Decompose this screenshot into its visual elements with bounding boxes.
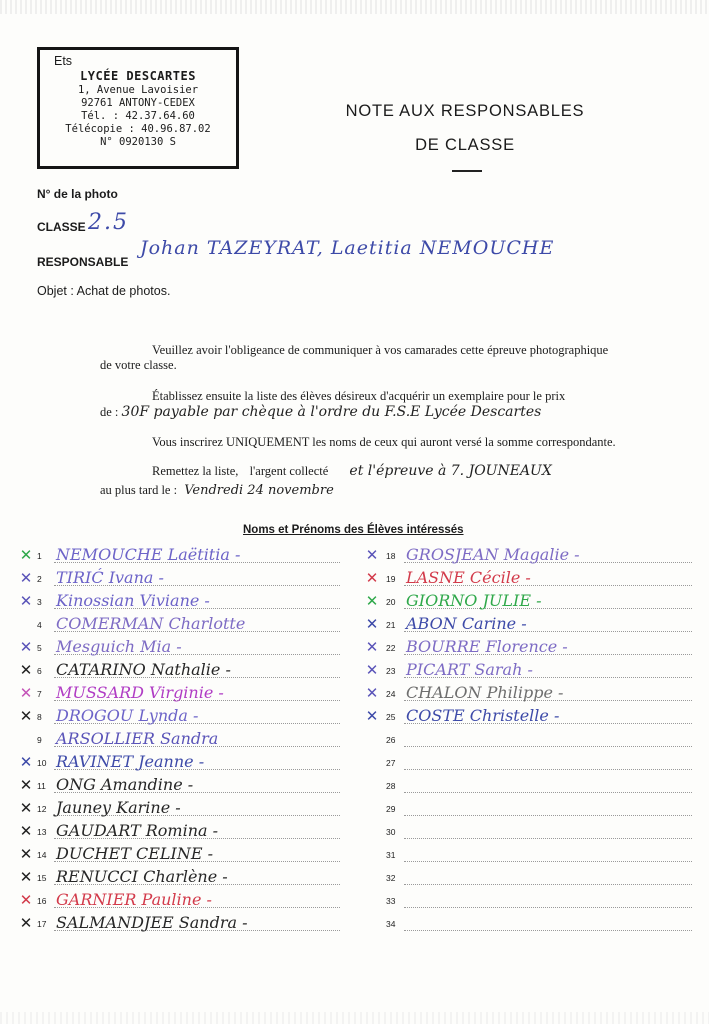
student-name: DUCHET CELINE -	[56, 844, 213, 863]
dotted-line	[404, 838, 692, 839]
list-item	[362, 774, 692, 797]
student-name: SALMANDJEE Sandra -	[56, 913, 248, 932]
student-name: GROSJEAN Magalie -	[406, 545, 580, 564]
list-item	[16, 889, 346, 912]
row-number: 30	[386, 827, 396, 837]
list-item	[16, 820, 346, 843]
check-mark-icon: ✕	[365, 662, 379, 679]
check-mark-icon: ✕	[19, 892, 33, 909]
row-number: 18	[386, 551, 396, 561]
student-list-left	[16, 544, 346, 935]
responsable-label: RESPONSABLE	[37, 255, 129, 269]
row-number: 11	[37, 781, 46, 791]
stamp-school-name: LYCÉE DESCARTES	[80, 69, 196, 83]
student-name: ABON Carine -	[406, 614, 527, 633]
price-label: de :	[100, 405, 119, 419]
paragraph-2b	[100, 404, 541, 421]
check-mark-icon: ✕	[19, 777, 33, 794]
list-item	[362, 820, 692, 843]
paragraph-1a: Veuillez avoir l'obligeance de communiquer à vos camarades cette épreuve photographique	[152, 343, 609, 357]
student-name: GIORNO JULIE -	[406, 591, 542, 610]
list-item	[362, 889, 692, 912]
row-number: 34	[386, 919, 396, 929]
check-mark-icon: ✕	[365, 708, 379, 725]
row-number: 24	[386, 689, 396, 699]
check-mark-icon: ✕	[19, 823, 33, 840]
paragraph-4a	[152, 463, 552, 480]
list-item	[362, 797, 692, 820]
dotted-line	[404, 769, 692, 770]
scan-edge-bottom	[0, 1012, 709, 1024]
page-title	[310, 94, 620, 162]
student-name: RAVINET Jeanne -	[56, 752, 205, 771]
row-number: 31	[386, 850, 396, 860]
row-number: 4	[37, 620, 42, 630]
row-number: 6	[37, 666, 42, 676]
check-mark-icon: ✕	[19, 915, 33, 932]
list-item	[16, 843, 346, 866]
student-name: ONG Amandine -	[56, 775, 194, 794]
list-item	[362, 567, 692, 590]
row-number: 27	[386, 758, 396, 768]
return-label: Remettez la liste,	[152, 464, 239, 478]
list-item	[16, 590, 346, 613]
row-number: 20	[386, 597, 396, 607]
student-name: BOURRE Florence -	[406, 637, 568, 656]
check-mark-icon: ✕	[365, 639, 379, 656]
row-number: 23	[386, 666, 396, 676]
deadline-handwritten: Vendredi 24 novembre	[184, 483, 334, 498]
check-mark-icon: ✕	[19, 754, 33, 771]
student-name: Kinossian Viviane -	[56, 591, 210, 610]
list-item	[362, 636, 692, 659]
list-item	[362, 912, 692, 935]
title-line-1: NOTE AUX RESPONSABLES	[345, 102, 585, 120]
stamp-phone: Tél. : 42.37.64.60	[81, 110, 195, 122]
list-item	[16, 751, 346, 774]
row-number: 8	[37, 712, 42, 722]
dotted-line	[404, 907, 692, 908]
price-handwritten: 30F payable par chèque à l'ordre du F.S.E Lycée Descartes	[121, 404, 542, 420]
stamp-code: N° 0920130 S	[100, 136, 176, 148]
paragraph-3: Vous inscrirez UNIQUEMENT les noms de ceux qui auront versé la somme correspondante.	[152, 435, 616, 449]
row-number: 26	[386, 735, 396, 745]
row-number: 29	[386, 804, 396, 814]
student-name: RENUCCI Charlène -	[56, 867, 228, 886]
list-item	[362, 751, 692, 774]
return-handwritten: et l'épreuve à 7. JOUNEAUX	[349, 463, 552, 479]
stamp-address: 1, Avenue Lavoisier	[77, 84, 199, 96]
row-number: 25	[386, 712, 396, 722]
row-number: 14	[37, 850, 47, 860]
row-number: 33	[386, 896, 396, 906]
row-number: 32	[386, 873, 396, 883]
student-name: GARNIER Pauline -	[56, 890, 212, 909]
check-mark-icon: ✕	[365, 547, 379, 564]
list-item	[16, 544, 346, 567]
list-item	[362, 866, 692, 889]
list-item	[16, 613, 346, 636]
row-number: 3	[37, 597, 42, 607]
student-list-right	[362, 544, 692, 935]
check-mark-icon: ✕	[19, 662, 33, 679]
school-stamp	[37, 47, 239, 169]
row-number: 7	[37, 689, 42, 699]
student-name: Mesguich Mia -	[56, 637, 182, 656]
check-mark-icon: ✕	[19, 685, 33, 702]
list-item	[16, 728, 346, 751]
student-name: GAUDART Romina -	[56, 821, 219, 840]
class-label: CLASSE	[37, 220, 86, 234]
check-mark-icon: ✕	[365, 593, 379, 610]
student-name: LASNE Cécile -	[406, 568, 531, 587]
list-item	[362, 682, 692, 705]
list-item	[16, 797, 346, 820]
check-mark-icon: ✕	[19, 869, 33, 886]
row-number: 2	[37, 574, 42, 584]
list-item	[362, 544, 692, 567]
row-number: 17	[37, 919, 47, 929]
dotted-line	[404, 746, 692, 747]
row-number: 22	[386, 643, 396, 653]
row-number: 5	[37, 643, 42, 653]
check-mark-icon: ✕	[365, 570, 379, 587]
subject-line: Objet : Achat de photos.	[37, 284, 171, 298]
list-item	[362, 613, 692, 636]
list-item	[16, 659, 346, 682]
student-name: CATARINO Nathalie -	[56, 660, 231, 679]
list-item	[362, 659, 692, 682]
title-line-2: DE CLASSE	[415, 136, 515, 154]
student-name: CHALON Philippe -	[406, 683, 564, 702]
student-name: NEMOUCHE Laëtitia -	[56, 545, 241, 564]
check-mark-icon: ✕	[19, 846, 33, 863]
row-number: 19	[386, 574, 396, 584]
list-item	[362, 728, 692, 751]
dotted-line	[404, 930, 692, 931]
row-number: 15	[37, 873, 47, 883]
list-item	[16, 682, 346, 705]
list-item	[362, 590, 692, 613]
student-name: PICART Sarah -	[406, 660, 533, 679]
photo-number-label: N° de la photo	[37, 187, 118, 201]
list-item	[16, 912, 346, 935]
row-number: 10	[37, 758, 47, 768]
check-mark-icon: ✕	[19, 639, 33, 656]
title-underline	[452, 170, 482, 172]
list-item	[362, 705, 692, 728]
list-item	[16, 866, 346, 889]
student-list-heading: Noms et Prénoms des Élèves intéressés	[243, 524, 464, 536]
list-item	[362, 843, 692, 866]
row-number: 21	[386, 620, 396, 630]
student-name: DROGOU Lynda -	[56, 706, 199, 725]
list-item	[16, 636, 346, 659]
student-name: Jauney Karine -	[56, 798, 181, 817]
row-number: 12	[37, 804, 47, 814]
row-number: 16	[37, 896, 47, 906]
stamp-line: Ets	[54, 54, 73, 68]
responsable-value: Johan TAZEYRAT, Laetitia NEMOUCHE	[140, 237, 555, 259]
class-value: 2.5	[88, 210, 129, 235]
list-item	[16, 774, 346, 797]
student-name: COMERMAN Charlotte	[56, 614, 246, 633]
dotted-line	[404, 861, 692, 862]
list-item	[16, 567, 346, 590]
check-mark-icon: ✕	[19, 570, 33, 587]
scan-edge-top	[0, 0, 709, 14]
row-number: 9	[37, 735, 42, 745]
check-mark-icon: ✕	[365, 685, 379, 702]
stamp-city: 92761 ANTONY-CEDEX	[81, 97, 195, 109]
paragraph-2a: Établissez ensuite la liste des élèves désireux d'acquérir un exemplaire pour le prix	[152, 389, 566, 403]
row-number: 1	[37, 551, 42, 561]
paragraph-1b: de votre classe.	[100, 358, 177, 372]
money-label: l'argent collecté	[249, 464, 329, 478]
student-name: ARSOLLIER Sandra	[56, 729, 219, 748]
check-mark-icon: ✕	[19, 593, 33, 610]
dotted-line	[404, 792, 692, 793]
student-name: TIRIĆ Ivana -	[56, 568, 164, 587]
student-name: COSTE Christelle -	[406, 706, 560, 725]
check-mark-icon: ✕	[19, 708, 33, 725]
check-mark-icon: ✕	[365, 616, 379, 633]
row-number: 28	[386, 781, 396, 791]
dotted-line	[404, 884, 692, 885]
row-number: 13	[37, 827, 47, 837]
check-mark-icon: ✕	[19, 547, 33, 564]
student-name: MUSSARD Virginie -	[56, 683, 224, 702]
list-item	[16, 705, 346, 728]
stamp-fax: Télécopie : 40.96.87.02	[65, 123, 211, 135]
paragraph-4b	[100, 482, 334, 499]
dotted-line	[404, 815, 692, 816]
check-mark-icon: ✕	[19, 800, 33, 817]
deadline-label: au plus tard le :	[100, 483, 178, 497]
